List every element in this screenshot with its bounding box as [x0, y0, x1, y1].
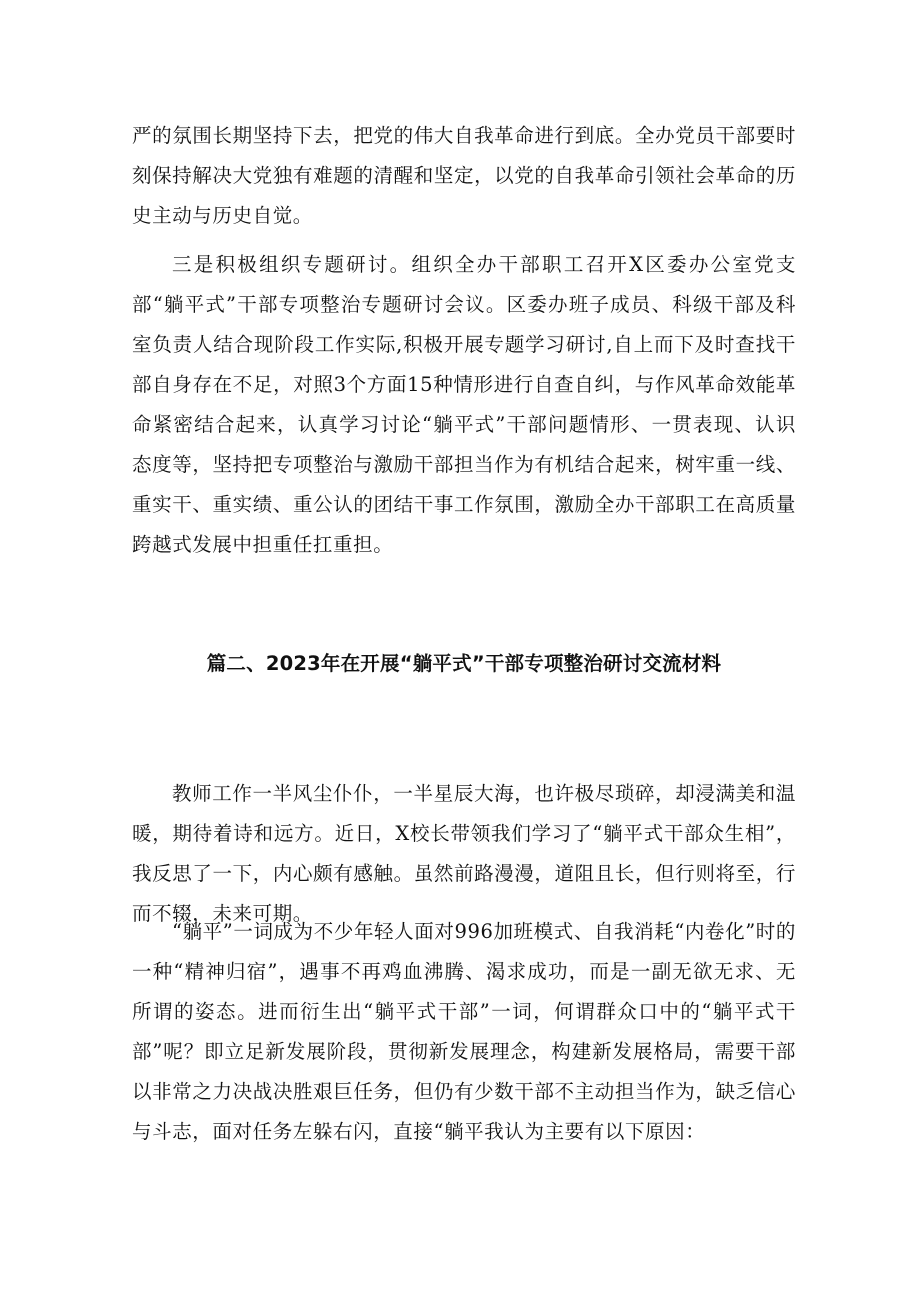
paragraph-continuation: 严的氛围长期坚持下去，把党的伟大自我革命进行到底。全办党员干部要时刻保持解决大党独有难题的清醒和坚定，以党的自我革命引领社会革命的历史主动与历史自觉。 [132, 124, 796, 227]
section-heading: 篇二、2023年在开展“躺平式”干部专项整治研讨交流材料 [206, 652, 722, 675]
paragraph-lying-flat: “躺平”一词成为不少年轻人面对996加班模式、自我消耗“内卷化”时的一种“精神归宿”，遇事不再鸡血沸腾、渴求成功，而是一副无欲无求、无所谓的姿态。进而衍生出“躺平式干部”一词，何谓群众口中的“躺平式干部”呢？即立足新发展阶段，贯彻新发展理念，构建新发展格局，需要干部以非常之力决战决胜艰巨任务，但仍有少数干部不主动担当作为，缺乏信心与斗志，面对任务左躲右闪，直接“躺平我认为主要有以下原因： [132, 920, 796, 1143]
paragraph-teacher-work: 教师工作一半风尘仆仆，一半星辰大海，也许极尽琐碎，却浸满美和温暖，期待着诗和远方。近日，X校长带领我们学习了“躺平式干部众生相”，我反思了一下，内心颇有感触。虽然前路漫漫，道阻且长，但行则将至，行而不辍，未来可期。 [132, 782, 796, 925]
paragraph-seminar: 三是积极组织专题研讨。组织全办干部职工召开X区委办公室党支部“躺平式”干部专项整治专题研讨会议。区委办班子成员、科级干部及科室负责人结合现阶段工作实际,积极开展专题学习研讨,自上而下及时查找干部自身存在不足，对照3个方面15种情形进行自查自纠，与作风革命效能革命紧密结合起来，认真学习讨论“躺平式”干部问题情形、一贯表现、认识态度等，坚持把专项整治与激励干部担当作为有机结合起来，树牢重一线、重实干、重实绩、重公认的团结干事工作氛围，激励全办干部职工在高质量跨越式发展中担重任扛重担。 [132, 253, 796, 556]
